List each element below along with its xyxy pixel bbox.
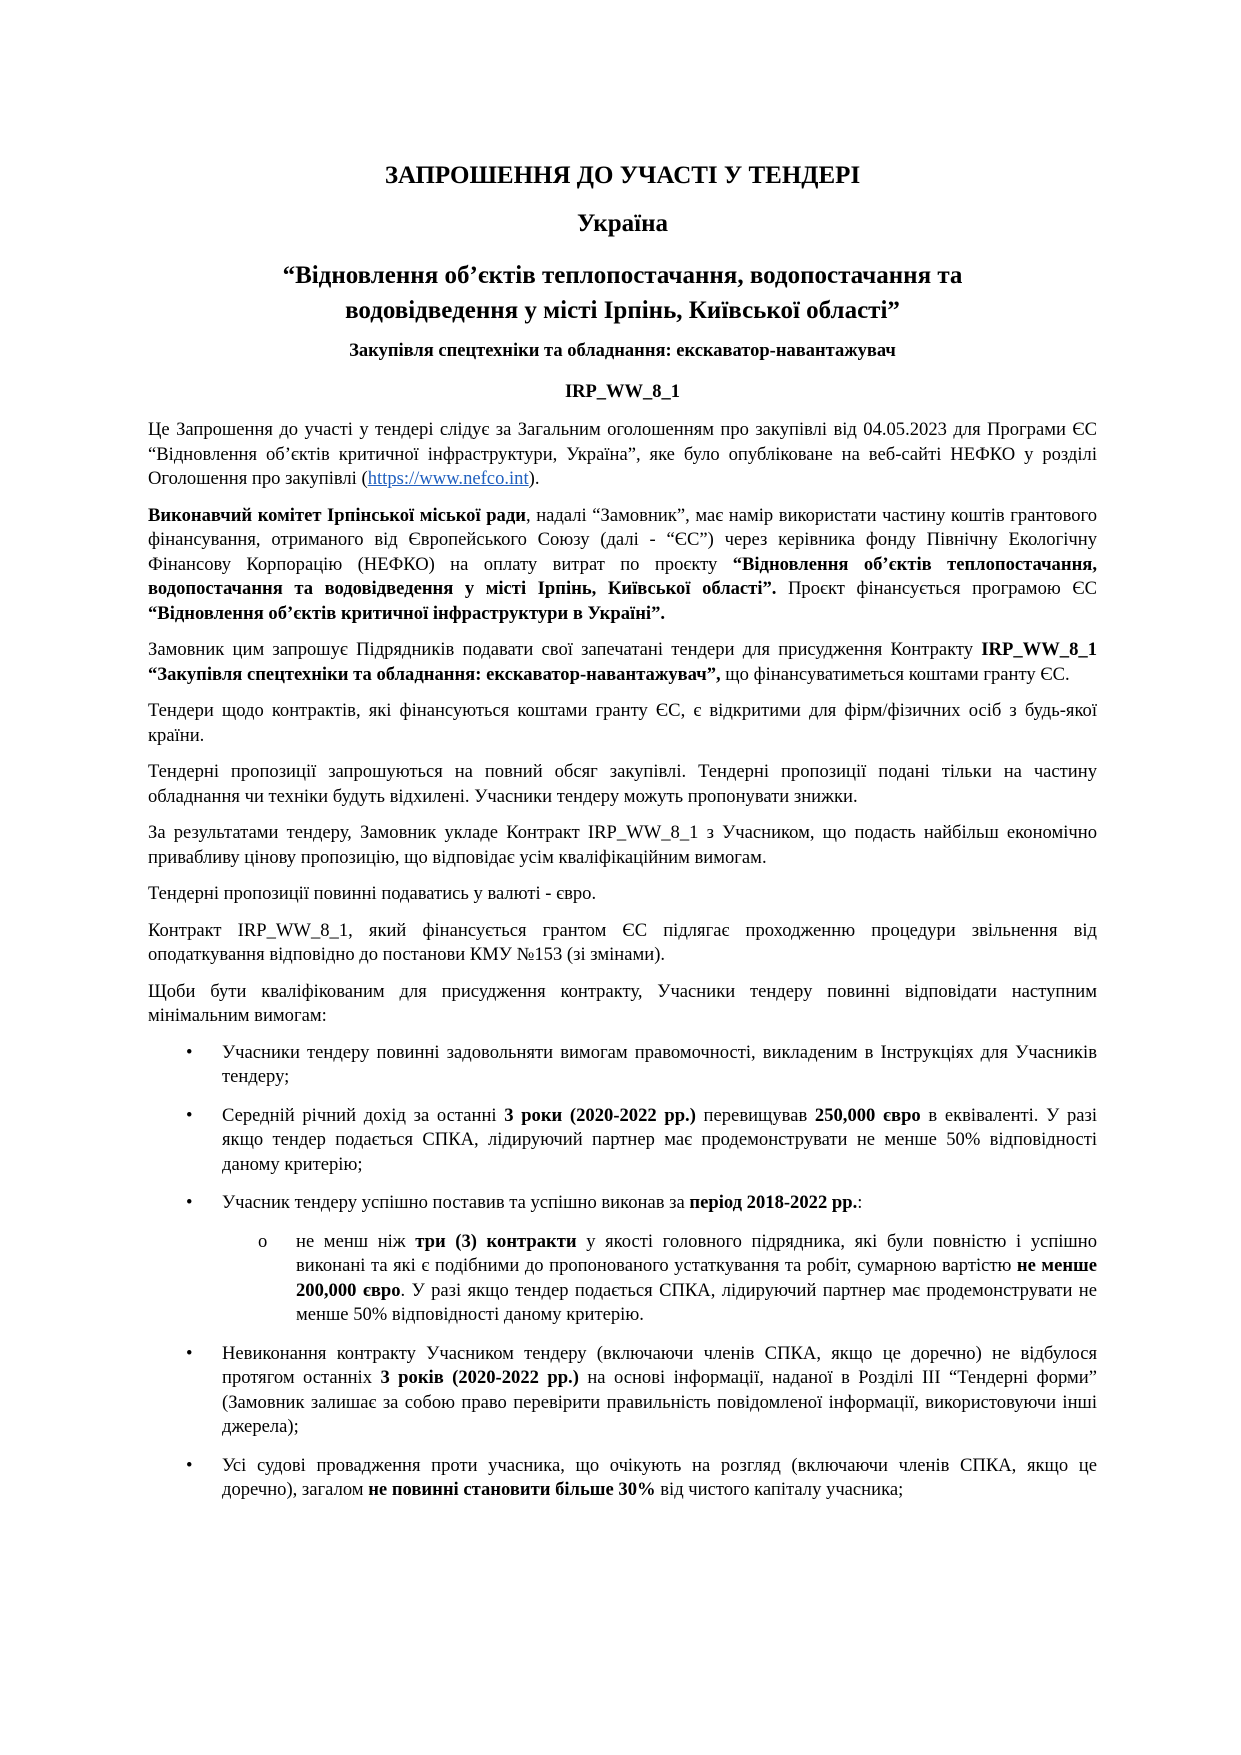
paragraph-employer: Виконавчий комітет Ірпінської міської ради, надалі “Замовник”, має намір використати частину коштів грантового фінансування, отриманого від Європейського Союзу (далі - “ЄС”) через керівника фонду Північну Екологічну Фінансову Корпорацію (НЕФКО) на оплату витрат по проєкту “Відновлення об’єктів теплопостачання, водопостачання та водовідведення у місті Ірпінь, Київської області”. Проєкт фінансується програмою ЄС “Відновлення об’єктів критичної інфраструктури в Україні”. xyxy=(148,504,1097,624)
list-item: • Учасники тендеру повинні задовольняти вимогам правомочності, викладеним в Інструкціях для Учасників тендеру; xyxy=(186,1041,1097,1087)
project-title xyxy=(148,258,1097,328)
list-item: • Невиконання контракту Учасником тендеру (включаючи членів СПКА, якщо це доречно) не відбулося протягом останніх 3 років (2020-2022 рр.) на основі інформації, наданої в Розділі III “Тендерні форми” (Замовник залишає за собою право перевірити правильність повідомленої інформації, використовуючи інші джерела); xyxy=(186,1342,1097,1437)
paragraph-invitation: Замовник цим запрошує Підрядників подавати свої запечатані тендери для присудження Контракту IRP_WW_8_1 “Закупівля спецтехніки та обладнання: екскаватор-навантажувач”, що фінансуватиметься коштами гранту ЄС. xyxy=(148,639,1097,685)
bullet-icon: • xyxy=(186,1041,193,1063)
contract-code: IRP_WW_8_1 xyxy=(564,382,681,402)
list-item: • Учасник тендеру успішно поставив та успішно виконав за період 2018-2022 рр.: xyxy=(148,1191,1097,1216)
bullet-icon: • xyxy=(186,1342,193,1364)
project-title-line-1: “Відновлення об’єктів теплопостачання, водопостачання та xyxy=(282,262,963,289)
document-title: ЗАПРОШЕННЯ ДО УЧАСТІ У ТЕНДЕРІ xyxy=(384,162,861,189)
circle-bullet-icon: o xyxy=(258,1230,268,1252)
paragraph-scope: Тендерні пропозиції запрошуються на повний обсяг закупівлі. Тендерні пропозиції подані тільки на частину обладнання чи техніки будуть відхилені. Учасники тендеру можуть пропонувати знижки. xyxy=(148,761,1097,807)
paragraph-currency: Тендерні пропозиції повинні подаватись у валюті - євро. xyxy=(148,883,597,904)
paragraph-requirements: Щоби бути кваліфікованим для присудження контракту, Учасники тендеру повинні відповідати наступним мінімальним вимогам: xyxy=(148,980,1097,1026)
bullet-icon: • xyxy=(186,1454,193,1476)
sub-list-item: o не менш ніж три (3) контракти у якості головного підрядника, які були повністю і успішно виконані та які є подібними до пропонованого устаткування та робіт, сумарною вартістю не менше 200,000 євро. У разі якщо тендер подається СПКА, лідируючий партнер має продемонструвати не менше 50% відповідності даному критерію. xyxy=(258,1230,1097,1325)
bullet-icon: • xyxy=(186,1104,193,1126)
list-item: • Середній річний дохід за останні 3 роки (2020-2022 рр.) перевищував 250,000 євро в еквіваленті. У разі якщо тендер подається СПКА, лідируючий партнер має продемонструвати не менше 50% відповідності даному критерію; xyxy=(186,1104,1098,1175)
country-heading: Україна xyxy=(577,210,668,237)
document-body xyxy=(148,418,1097,1517)
paragraph-eligibility: Тендери щодо контрактів, які фінансуються коштами гранту ЄС, є відкритими для фірм/фізичних осіб з будь-якої країни. xyxy=(148,700,1097,746)
procurement-subtitle: Закупівля спецтехніки та обладнання: екскаватор-навантажувач xyxy=(349,341,896,361)
paragraph-intro: Це Запрошення до участі у тендері слідує за Загальним оголошенням про закупівлі від 04.05.2023 для Програми ЄС “Відновлення об’єктів критичної інфраструктури, Україна”, яке було опубліковане на веб-сайті НЕФКО у розділі Оголошення про закупівлі (https://www.nefco.int). xyxy=(148,419,1097,489)
list-item: • Усі судові провадження проти учасника, що очікують на розгляд (включаючи членів СПКА, якщо це доречно), загалом не повинні становити більше 30% від чистого капіталу учасника; xyxy=(186,1454,1097,1500)
nefco-link[interactable]: https://www.nefco.int xyxy=(367,468,529,489)
project-title-line-2: водовідведення у місті Ірпінь, Київської області” xyxy=(345,297,900,324)
paragraph-tax: Контракт IRP_WW_8_1, який фінансується грантом ЄС підлягає проходженню процедури звільнення від оподаткування відповідно до постанови КМУ №153 (зі змінами). xyxy=(148,919,1097,965)
paragraph-award: За результатами тендеру, Замовник укладе Контракт IRP_WW_8_1 з Учасником, що подасть найбільш економічно привабливу цінову пропозицію, що відповідає усім кваліфікаційним вимогам. xyxy=(148,822,1097,868)
bullet-icon: • xyxy=(186,1192,193,1213)
